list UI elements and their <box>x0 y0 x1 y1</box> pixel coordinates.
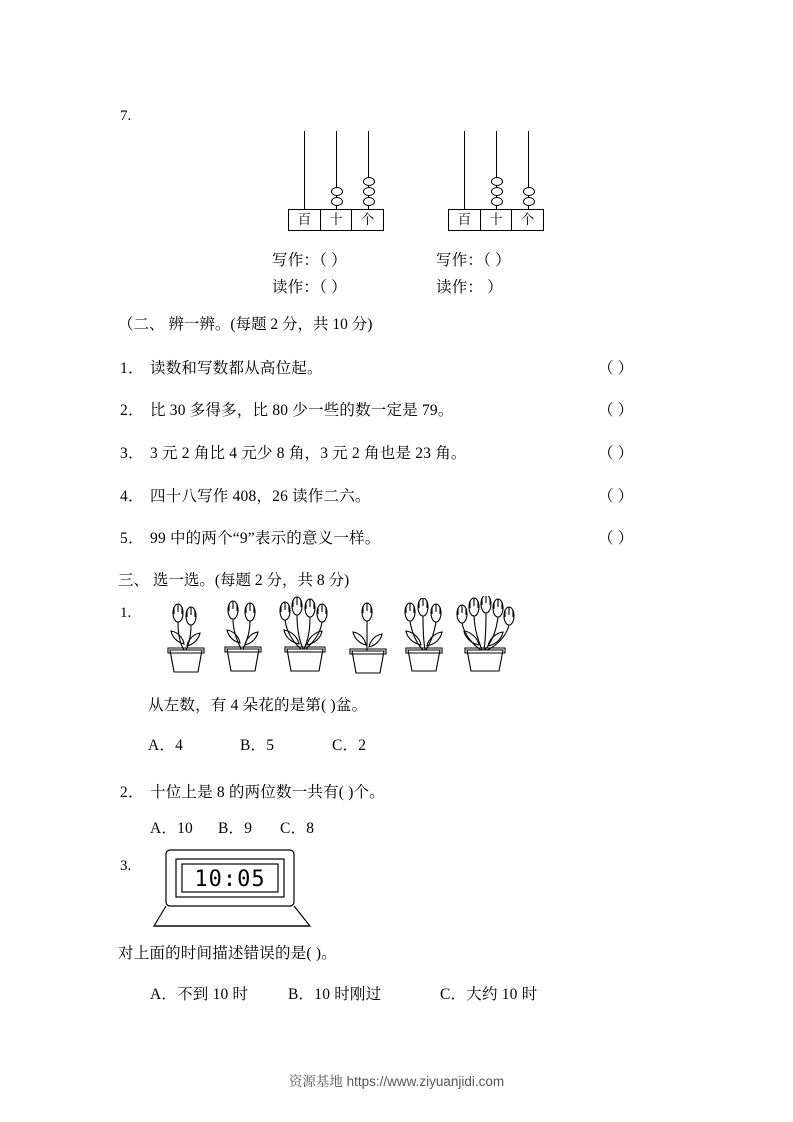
abacus-bead <box>523 197 535 206</box>
choice-2-question: 十位上是 8 的两位数一共有( )个。 <box>150 784 385 801</box>
flower-pot <box>217 598 269 672</box>
footer-watermark: 资源基地 https://www.ziyuanjidi.com <box>288 1074 505 1089</box>
abacus-rod <box>304 131 305 209</box>
abacus-bead <box>331 197 343 206</box>
choice-3-option-b[interactable]: B．10 时刚过 <box>288 986 382 1003</box>
judge-item-3-text: 3 元 2 角比 4 元少 8 角，3 元 2 角也是 23 角。 <box>150 445 467 462</box>
judge-item-1-text: 读数和写数都从高位起。 <box>150 360 323 377</box>
choice-3-option-a[interactable]: A．不到 10 时 <box>150 986 249 1003</box>
abacus-bead <box>491 177 503 186</box>
judge-item-1-number: 1． <box>120 360 144 377</box>
question-7-number: 7. <box>120 108 132 124</box>
flower-pot <box>396 598 452 672</box>
abacus-left <box>288 131 384 227</box>
judge-item-2-text: 比 30 多得多，比 80 少一些的数一定是 79。 <box>150 402 454 419</box>
abacus-col-label: 个 <box>360 212 375 227</box>
choice-2-option-c[interactable]: C．8 <box>280 820 315 837</box>
flower-pots-illustration <box>160 596 480 676</box>
judge-item-5-number: 5． <box>120 530 144 547</box>
abacus-bead <box>491 197 503 206</box>
abacus-bead <box>491 187 503 196</box>
choice-3-option-c[interactable]: C．大约 10 时 <box>440 986 538 1003</box>
choice-3-question: 对上面的时间描述错误的是( )。 <box>118 945 337 962</box>
flower-pot <box>273 596 335 670</box>
flower-pot <box>160 600 212 674</box>
flower-pot <box>452 596 518 670</box>
choice-2-option-a[interactable]: A．10 <box>150 820 193 837</box>
read-answer-right[interactable]: 读作： ） <box>436 279 503 296</box>
choice-3-number: 3. <box>120 858 132 874</box>
abacus-bead <box>363 187 375 196</box>
abacus-right <box>448 131 544 227</box>
abacus-col-label: 个 <box>520 212 535 227</box>
clock-time-text: 10:05 <box>194 867 266 892</box>
abacus-col-label: 百 <box>289 210 321 230</box>
judge-item-3-number: 3． <box>120 445 144 462</box>
write-answer-left[interactable]: 写作：（ ） <box>272 252 347 269</box>
section-2-heading: （二、 辨一辨。(每题 2 分，共 10 分) <box>118 316 373 333</box>
flower-pot <box>342 601 394 675</box>
write-answer-right[interactable]: 写作：（ ） <box>436 252 511 269</box>
abacus-col-label: 百 <box>449 210 481 230</box>
choice-1-question: 从左数，有 4 朵花的是第( )盆。 <box>148 697 368 714</box>
choice-1-option-a[interactable]: A．4 <box>148 737 184 754</box>
section-3-heading: 三、 选一选。(每题 2 分，共 8 分) <box>118 572 350 589</box>
choice-1-number: 1. <box>120 605 132 621</box>
judge-item-5-answer[interactable]: （ ） <box>598 530 634 547</box>
digital-clock-illustration <box>152 848 322 935</box>
abacus-col-label: 十 <box>481 210 513 230</box>
choice-1-option-b[interactable]: B．5 <box>240 737 275 754</box>
read-answer-left[interactable]: 读作：（ ） <box>272 279 347 296</box>
abacus-bead <box>363 197 375 206</box>
abacus-rod <box>464 131 465 209</box>
judge-item-3-answer[interactable]: （ ） <box>598 445 634 462</box>
judge-item-1-answer[interactable]: （ ） <box>598 360 634 377</box>
judge-item-4-number: 4． <box>120 488 144 505</box>
abacus-bead <box>363 177 375 186</box>
abacus-col-label: 十 <box>321 210 353 230</box>
abacus-bead <box>523 187 535 196</box>
choice-2-option-b[interactable]: B．9 <box>218 820 253 837</box>
choice-2-number: 2． <box>120 784 144 801</box>
judge-item-2-number: 2． <box>120 402 144 419</box>
judge-item-2-answer[interactable]: （ ） <box>598 402 634 419</box>
choice-1-option-c[interactable]: C．2 <box>332 737 367 754</box>
judge-item-5-text: 99 中的两个“9”表示的意义一样。 <box>150 530 381 547</box>
abacus-bead <box>331 187 343 196</box>
judge-item-4-text: 四十八写作 408，26 读作二六。 <box>150 488 371 505</box>
judge-item-4-answer[interactable]: （ ） <box>598 488 634 505</box>
